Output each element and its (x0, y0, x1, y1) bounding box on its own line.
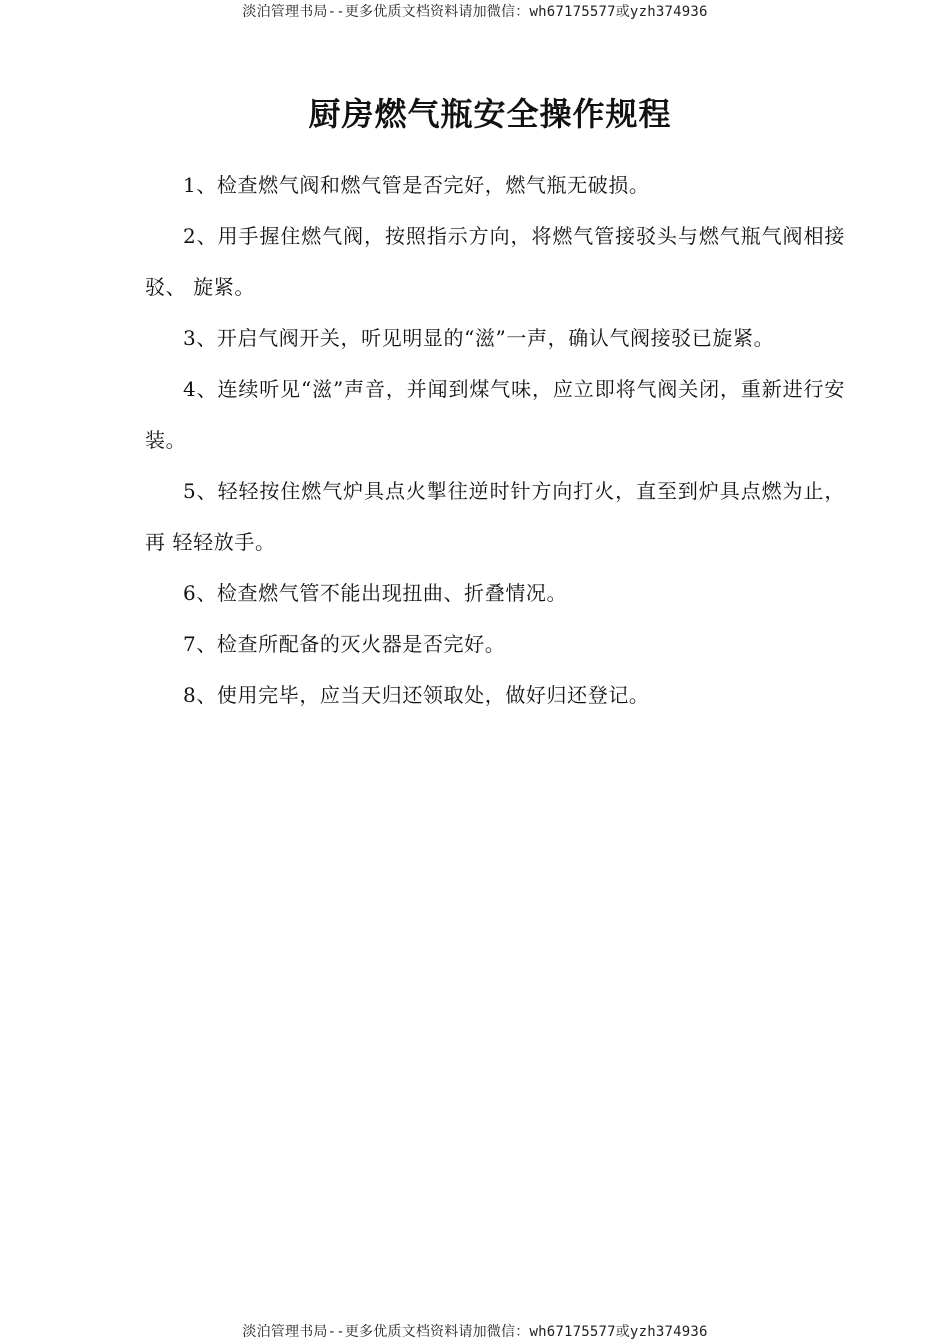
footer-banner: 淡泊管理书局--更多优质文档资料请加微信：wh67175577或yzh374936 (242, 1324, 708, 1340)
paragraph-2: 2、用手握住燃气阀，按照指示方向，将燃气管接驳头与燃气瓶气阀相接驳、 旋紧。 (145, 224, 845, 299)
document-body (145, 160, 845, 721)
paragraph-8: 8、使用完毕，应当天归还领取处，做好归还登记。 (183, 683, 650, 707)
paragraph-6: 6、检查燃气管不能出现扭曲、折叠情况。 (183, 581, 568, 605)
paragraph-7: 7、检查所配备的灭火器是否完好。 (183, 632, 506, 656)
paragraph-4: 4、连续听见“滋”声音，并闻到煤气味，应立即将气阀关闭，重新进行安装。 (145, 377, 845, 452)
header-banner: 淡泊管理书局--更多优质文档资料请加微信：wh67175577或yzh374936 (242, 4, 708, 20)
paragraph-1: 1、检查燃气阀和燃气管是否完好，燃气瓶无破损。 (183, 173, 650, 197)
document-title: 厨房燃气瓶安全操作规程 (308, 95, 672, 133)
paragraph-5: 5、轻轻按住燃气炉具点火掣往逆时针方向打火，直至到炉具点燃为止，再 轻轻放手。 (145, 479, 845, 554)
paragraph-3: 3、开启气阀开关，听见明显的“滋”一声，确认气阀接驳已旋紧。 (183, 326, 775, 350)
